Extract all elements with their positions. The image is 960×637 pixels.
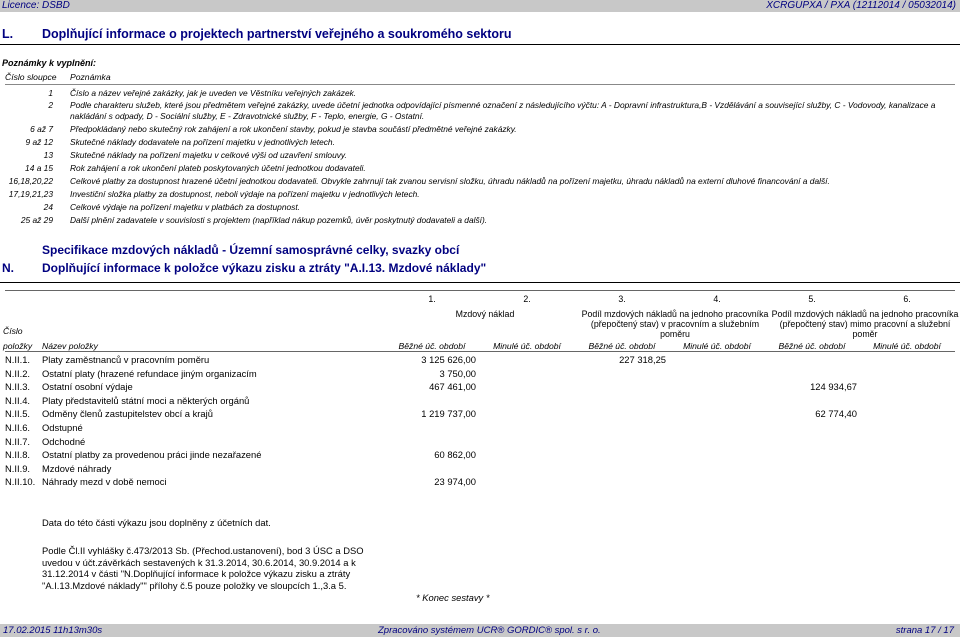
section-n-letter: N.	[2, 261, 14, 275]
section-n-title: Doplňující informace k položce výkazu zisku a ztráty "A.I.13. Mzdové náklady"	[42, 261, 487, 275]
row-name: Ostatní platby za provedenou práci jinde nezařazené	[42, 449, 262, 461]
period-label: Minulé úč. období	[493, 341, 561, 351]
row-name: Ostatní osobní výdaje	[42, 381, 133, 393]
row-number: N.II.2.	[5, 367, 31, 379]
footer-bar	[0, 624, 960, 637]
table-row	[0, 395, 960, 408]
note-number: 16,18,20,22	[8, 176, 53, 186]
column-number: 6.	[903, 294, 911, 304]
footnote-line: "A.I.13.Mzdové náklady"" přílohy č.5 pouze položky ve sloupcích 1.,3.a 5.	[42, 579, 347, 591]
row-number: N.II.8.	[5, 449, 31, 461]
row-name: Ostatní platy (hrazené refundace jiným organizacím	[42, 367, 257, 379]
notes-col-note: Poznámka	[70, 72, 111, 82]
footnote-line: 31.12.2014 v části "N.Doplňující informace k položce výkazu zisku a ztráty	[42, 568, 351, 580]
header-bar	[0, 0, 960, 12]
licence-label: Licence: DSBD	[2, 0, 70, 11]
value-bezne-mimo: 124 934,67	[810, 381, 857, 393]
notes-heading: Poznámky k vyplnění:	[2, 58, 97, 68]
header-mzdovy-naklad: Mzdový náklad	[455, 309, 515, 319]
note-text: Skutečné náklady dodavatele na pořízení majetku v jednotlivých letech.	[70, 137, 335, 147]
value-bezne-mzdovy: 467 461,00	[429, 381, 476, 393]
end-of-report: * Konec sestavy *	[416, 592, 490, 603]
note-text: Podle charakteru služeb, které jsou předmětem veřejné zakázky, uvede účetní jednotka odpovídající písmenné označení z následujícího výčtu: A - Dopravní infrastruktura,B - Vzdělávání a související služby, C - Vodovody, kanalizace a nakládání s odpady, D - Sociální služby, E - Zdravotnické služby, F - Teplo, energie, G - Ostatní.	[70, 100, 936, 121]
table-row	[0, 476, 960, 489]
table-row	[0, 449, 960, 462]
table-top-rule	[5, 290, 955, 291]
note-text: Číslo a název veřejné zakázky, jak je uveden ve Věstníku veřejných zakázek.	[70, 88, 357, 98]
table-row	[0, 463, 960, 476]
value-bezne-mzdovy: 3 125 626,00	[421, 354, 476, 365]
row-name: Náhrady mezd v době nemoci	[42, 476, 167, 488]
section-l-rule	[0, 44, 960, 45]
table-row	[0, 436, 960, 449]
note-number: 24	[43, 202, 53, 212]
note-number: 9 až 12	[25, 137, 53, 147]
note-number: 2	[48, 100, 53, 110]
note-number: 14 a 15	[25, 163, 53, 173]
row-number: N.II.9.	[5, 462, 31, 474]
period-label: Minulé úč. období	[683, 341, 751, 351]
footer-timestamp: 17.02.2015 11h13m30s	[3, 625, 103, 636]
header-polozky: položky	[3, 341, 33, 351]
footnote-data-source: Data do této části výkazu jsou doplněny z účetních dat.	[42, 517, 271, 528]
row-name: Platy představitelů státní moci a některých orgánů	[42, 394, 250, 406]
column-number: 2.	[523, 294, 531, 304]
note-text: Skutečné náklady na pořízení majetku v celkové výši od uzavření smlouvy.	[70, 150, 347, 160]
column-number: 5.	[808, 294, 816, 304]
row-number: N.II.4.	[5, 394, 31, 406]
row-name: Mzdové náhrady	[42, 462, 112, 474]
footer-page: strana 17 / 17	[895, 625, 954, 636]
table-row	[0, 422, 960, 435]
section-n-rule	[0, 282, 960, 283]
table-row	[0, 368, 960, 381]
table-row	[0, 408, 960, 421]
period-label: Minulé úč. období	[873, 341, 941, 351]
report-id: XCRGUPXA / PXA (12112014 / 05032014)	[766, 0, 956, 11]
note-number: 6 až 7	[30, 124, 53, 134]
value-bezne-pracovni: 227 318,25	[619, 354, 666, 365]
footer-system: Zpracováno systémem UCR® GORDIC® spol. s r. o.	[378, 625, 601, 636]
row-number: N.II.3.	[5, 381, 31, 393]
column-number: 1.	[428, 294, 436, 304]
section-l-title: Doplňující informace o projektech partnerství veřejného a soukromého sektoru	[42, 27, 512, 41]
row-number: N.II.10.	[5, 476, 36, 488]
section-l-letter: L.	[2, 27, 14, 41]
value-bezne-mzdovy: 1 219 737,00	[421, 408, 476, 420]
period-label: Běžné úč. období	[778, 341, 846, 351]
period-label: Běžné úč. období	[398, 341, 466, 351]
notes-col-number: Číslo sloupce	[5, 72, 57, 82]
header-cislo: Číslo	[3, 326, 23, 336]
row-number: N.II.7.	[5, 435, 31, 447]
row-name: Odměny členů zastupitelstev obcí a krajů	[42, 408, 213, 420]
note-number: 1	[48, 88, 53, 98]
footnote-line: uvedou v účt.závěrkách sestavených k 31.3.2014, 30.6.2014, 30.9.2014 a k	[42, 556, 356, 568]
table-row	[0, 354, 960, 367]
notes-rule	[5, 84, 955, 85]
note-text: Celkové výdaje na pořízení majetku v platbách za dostupnost.	[70, 202, 300, 212]
note-text: Investiční složka platby za dostupnost, neboli výdaje na pořízení majetku v jednotlivých letech.	[70, 189, 420, 199]
row-number: N.II.1.	[5, 354, 31, 365]
note-text: Rok zahájení a rok ukončení plateb poskytovaných účetní jednotkou dodavateli.	[70, 163, 366, 173]
note-number: 13	[43, 150, 53, 160]
row-name: Odchodné	[42, 435, 86, 447]
value-bezne-mzdovy: 60 862,00	[434, 449, 476, 461]
header-podil-mimo: Podíl mzdových nákladů na jednoho pracovníka (přepočtený stav) mimo pracovní a služební poměr	[771, 309, 959, 339]
column-number: 3.	[618, 294, 626, 304]
row-number: N.II.6.	[5, 422, 31, 433]
note-text: Další plnění zadavatele v souvislosti s projektem (například nákup pozemků, úvěr poskytnutý dodavateli a další).	[70, 215, 488, 225]
table-header-rule	[5, 351, 955, 352]
note-number: 17,19,21,23	[8, 189, 53, 199]
row-number: N.II.5.	[5, 408, 31, 420]
note-number: 25 až 29	[20, 215, 53, 225]
period-label: Běžné úč. období	[588, 341, 656, 351]
footnote-line: Podle Čl.II vyhlášky č.473/2013 Sb. (Přechod.ustanovení), bod 3 ÚSC a DSO	[42, 545, 364, 556]
note-text: Předpokládaný nebo skutečný rok zahájení a rok ukončení stavby, pokud je stavba součástí předmětné veřejné zakázky.	[70, 124, 517, 134]
note-text: Celkové platby za dostupnost hrazené účetní jednotkou dodavateli. Obvykle zahrnují tak zvanou servisní složku, úhradu nákladů na pořízení majetku, úhradu nákladů na externí dluhové financování a další.	[70, 176, 830, 186]
row-name: Platy zaměstnanců v pracovním poměru	[42, 354, 210, 365]
header-nazev: Název položky	[42, 341, 98, 351]
value-bezne-mzdovy: 23 974,00	[434, 476, 476, 488]
section-n-subtitle: Specifikace mzdových nákladů - Územní samosprávné celky, svazky obcí	[42, 243, 460, 257]
column-number: 4.	[713, 294, 721, 304]
value-bezne-mimo: 62 774,40	[815, 408, 857, 420]
header-podil-pracovni: Podíl mzdových nákladů na jednoho pracovníka (přepočtený stav) v pracovním a služebním poměru	[581, 309, 769, 339]
table-row	[0, 381, 960, 394]
value-bezne-mzdovy: 3 750,00	[439, 367, 476, 379]
row-name: Odstupné	[42, 422, 83, 433]
